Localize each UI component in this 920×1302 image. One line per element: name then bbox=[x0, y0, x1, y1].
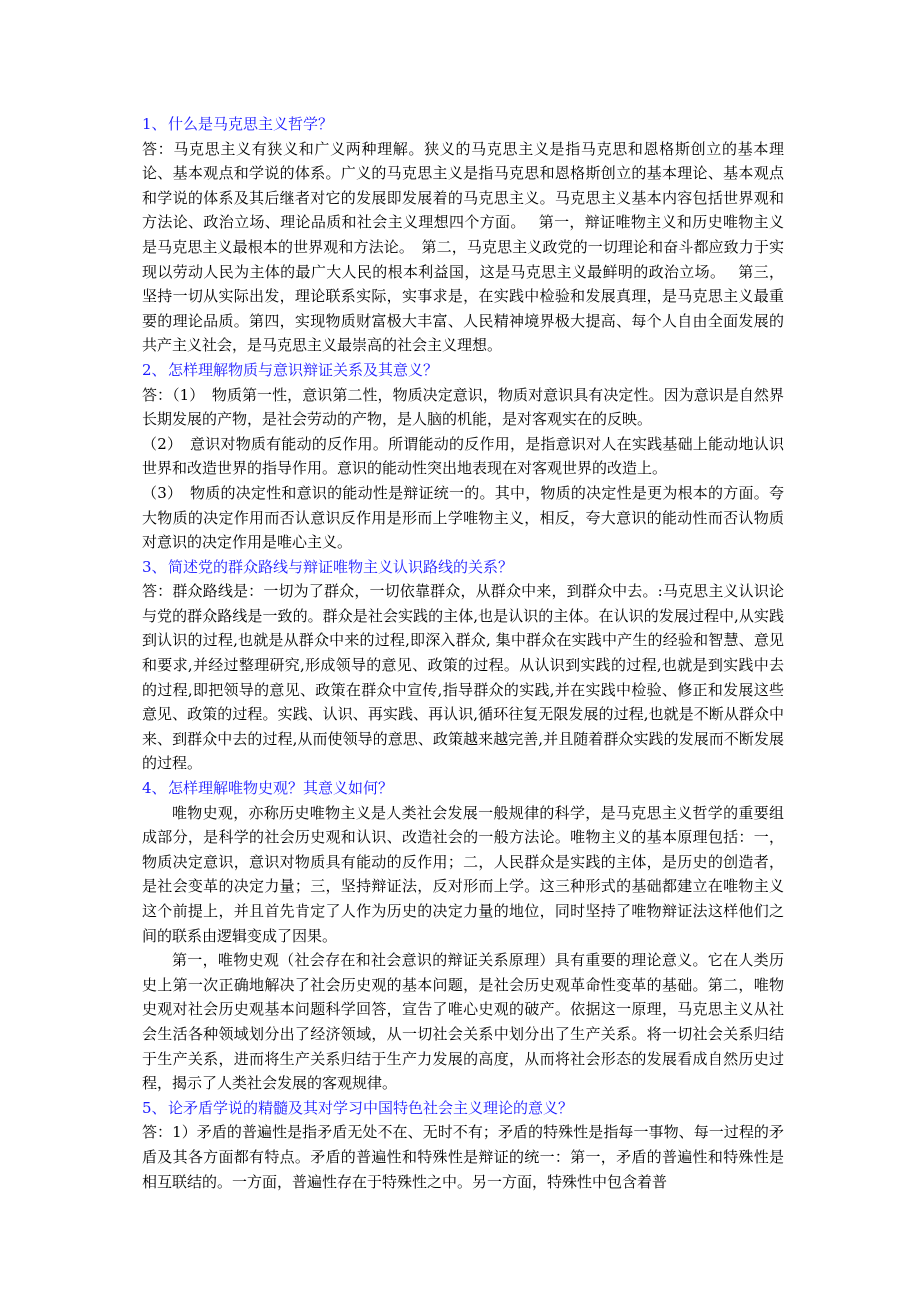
answer-paragraph: 答：马克思主义有狭义和广义两种理解。狭义的马克思主义是指马克思和恩格斯创立的基本理论、基本观点和学说的体系。广义的马克思主义是指马克思和恩格斯创立的基本理论、基本观点和学说的体系及其后继者对它的发展即发展着的马克思主义。马克思主义基本内容包括世界观和方法论、政治立场、理论品质和社会主义理想四个方面。 第一，辩证唯物主义和历史唯物主义是马克思主义最根本的世界观和方法论。 第二，马克思主义政党的一切理论和奋斗都应致力于实现以劳动人民为主体的最广大人民的根本利益国，这是马克思主义最鲜明的政治立场。 第三，坚持一切从实际出发，理论联系实际，实事求是，在实践中检验和发展真理，是马克思主义最重要的理论品质。第四，实现物质财富极大丰富、人民精神境界极大提高、每个人自由全面发展的共产主义社会，是马克思主义最崇高的社会主义理想。 bbox=[142, 139, 784, 355]
answer-paragraph: 第一，唯物史观（社会存在和社会意识的辩证关系原理）具有重要的理论意义。它在人类历史上第一次正确地解决了社会历史观的基本问题，是社会历史观革命性变革的基础。第二，唯物史观对社会历史观基本问题科学回答，宣告了唯心史观的破产。依据这一原理，马克思主义从社会生活各种领域划分出了经济领域，从一切社会关系中划分出了生产关系。将一切社会关系归结于生产关系，进而将生产关系归结于生产力发展的高度，从而将社会形态的发展看成自然历史过程，揭示了人类社会发展的客观规律。 bbox=[142, 951, 784, 1093]
question-number: 5、 bbox=[142, 1098, 167, 1117]
section-4 bbox=[142, 776, 784, 1096]
question-number: 1、 bbox=[142, 115, 167, 133]
question-text: 怎样理解唯物史观？其意义如何？ bbox=[168, 779, 394, 798]
question-text: 什么是马克思主义哲学？ bbox=[168, 115, 334, 133]
question-heading bbox=[142, 776, 784, 801]
answer-paragraph: （2） 意识对物质有能动的反作用。所谓能动的反作用，是指意识对人在实践基础上能动地认识世界和改造世界的指导作用。意识的能动性突出地表现在对客观世界的改造上。 bbox=[142, 434, 784, 478]
answer-paragraph: （3） 物质的决定性和意识的能动性是辩证统一的。其中，物质的决定性是更为根本的方面。夸大物质的决定作用而否认意识反作用是形而上学唯物主义，相反，夸大意识的能动性而否认物质对意识的决定作用是唯心主义。 bbox=[142, 483, 784, 552]
answer-paragraph: 唯物史观，亦称历史唯物主义是人类社会发展一般规律的科学，是马克思主义哲学的重要组成部分，是科学的社会历史观和认识、改造社会的一般方法论。唯物主义的基本原理包括：一，物质决定意识，意识对物质具有能动的反作用；二，人民群众是实践的主体，是历史的创造者，是社会变革的决定力量；三，坚持辩证法，反对形而上学。这三种形式的基础都建立在唯物主义这个前提上，并且首先肯定了人作为历史的决定力量的地位，同时坚持了唯物辩证法这样他们之间的联系由逻辑变成了因果。 bbox=[142, 803, 784, 945]
answer-paragraph: 答：群众路线是：一切为了群众，一切依靠群众，从群众中来，到群众中去。:马克思主义认识论与党的群众路线是一致的。群众是社会实践的主体,也是认识的主体。在认识的发展过程中,从实践到认识的过程,也就是从群众中来的过程,即深入群众, 集中群众在实践中产生的经验和智慧、意见和要求,并经过整理研究,形成领导的意见、政策的过程。从认识到实践的过程,也就是到实践中去的过程,即把领导的意见、政策在群众中宣传,指导群众的实践,并在实践中检验、修正和发展这些意见、政策的过程。实践、认识、再实践、再认识,循环往复无限发展的过程,也就是不断从群众中来、到群众中去的过程,从而使领导的意思、政策越来越完善,并且随着群众实践的发展而不断发展的过程。 bbox=[142, 582, 784, 773]
section-2 bbox=[142, 358, 784, 555]
question-heading bbox=[142, 555, 784, 580]
section-1 bbox=[142, 112, 784, 358]
question-heading bbox=[142, 112, 784, 137]
section-3 bbox=[142, 555, 784, 776]
question-text: 怎样理解物质与意识辩证关系及其意义？ bbox=[168, 360, 439, 379]
section-5 bbox=[142, 1096, 784, 1194]
answer-paragraph: 答：（1） 物质第一性，意识第二性，物质决定意识，物质对意识具有决定性。因为意识是自然界长期发展的产物，是社会劳动的产物，是人脑的机能，是对客观实在的反映。 bbox=[142, 385, 784, 429]
question-text: 简述党的群众路线与辩证唯物主义认识路线的关系？ bbox=[168, 557, 514, 576]
answer-paragraph: 答：1）矛盾的普遍性是指矛盾无处不在、无时不有；矛盾的特殊性是指每一事物、每一过程的矛盾及其各方面都有特点。矛盾的普遍性和特殊性是辩证的统一：第一，矛盾的普遍性和特殊性是相互联结的。一方面，普遍性存在于特殊性之中。另一方面，特殊性中包含着普 bbox=[142, 1123, 784, 1191]
question-number: 3、 bbox=[142, 557, 167, 576]
question-text: 论矛盾学说的精髓及其对学习中国特色社会主义理论的意义？ bbox=[168, 1098, 574, 1117]
question-number: 2、 bbox=[142, 360, 167, 379]
question-heading bbox=[142, 358, 784, 383]
question-heading bbox=[142, 1096, 784, 1121]
document-body bbox=[142, 112, 784, 1194]
question-number: 4、 bbox=[142, 779, 167, 798]
